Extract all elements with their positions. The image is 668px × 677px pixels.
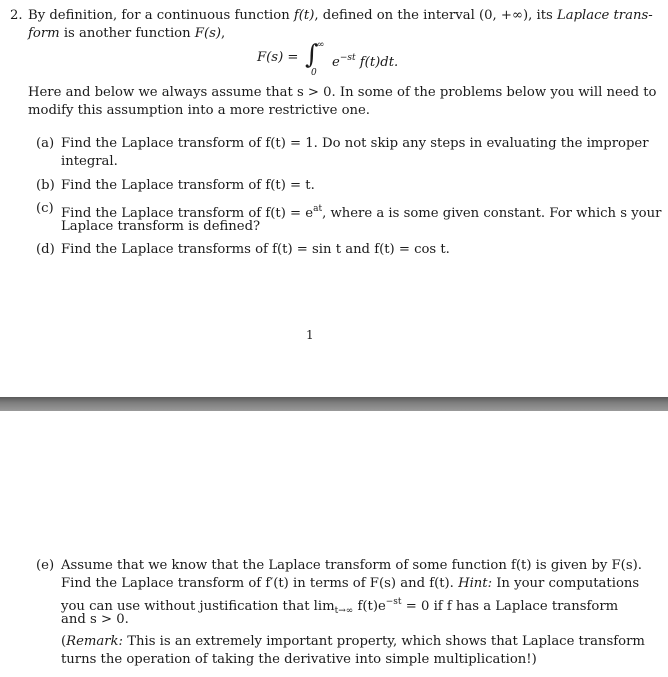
intro-line-1: By definition, for a continuous function f(t), defined on the interval (0, +∞), its Laplace trans-	[28, 8, 653, 23]
page-number: 1	[306, 328, 314, 342]
integral-sign: ∫	[305, 40, 319, 70]
remark-line-2: turns the operation of taking the derivative into simple multiplication!)	[61, 652, 537, 667]
assumption-line-2: modify this assumption into a more restrictive one.	[28, 103, 370, 118]
intro-line-2: form is another function F(s),	[28, 26, 226, 41]
problem-number: 2.	[10, 8, 23, 23]
page-separator	[0, 397, 668, 411]
remark-line-1: (Remark: This is an extremely important property, which shows that Laplace transform	[61, 634, 645, 649]
document-page-1: 2. By definition, for a continuous function f(t), defined on the interval (0, +∞), its Laplace trans- form is another function F(s), F(s) = ∫ ∞ 0 $e^{-st}$ f(t)dt. Here and below we always assume that s > 0. In some of the problems below you will need to modify this assumption into a more restrictive one. (a) Find the Laplace transform of f(t) = 1. Do not skip any steps in evaluating the improper integral. (b) Find the Laplace transform of f(t) = t. (c) Find the Laplace transform of $f(t) = e^{at}$, where a is some given constant. For which s your Laplace transform is defined? (d) Find the Laplace transforms of f(t) = sin t and f(t) = cos t. 1	[0, 0, 668, 397]
document-page-2: (e) Assume that we know that the Laplace transform of some function f(t) is given by F(s). Find the Laplace transform of f′(t) in terms of F(s) and f(t). Hint: In your computations you can use without justification that $\lim_{t\to\infty} f(t)e^{-st} = 0$ if f has a Laplace transform and s > 0. (Remark: This is an extremely important property, which shows that Laplace transform turns the operation of taking the derivative into simple multiplication!)	[0, 411, 668, 677]
assumption-line-1: Here and below we always assume that s > 0. In some of the problems below you will need to	[28, 85, 657, 100]
